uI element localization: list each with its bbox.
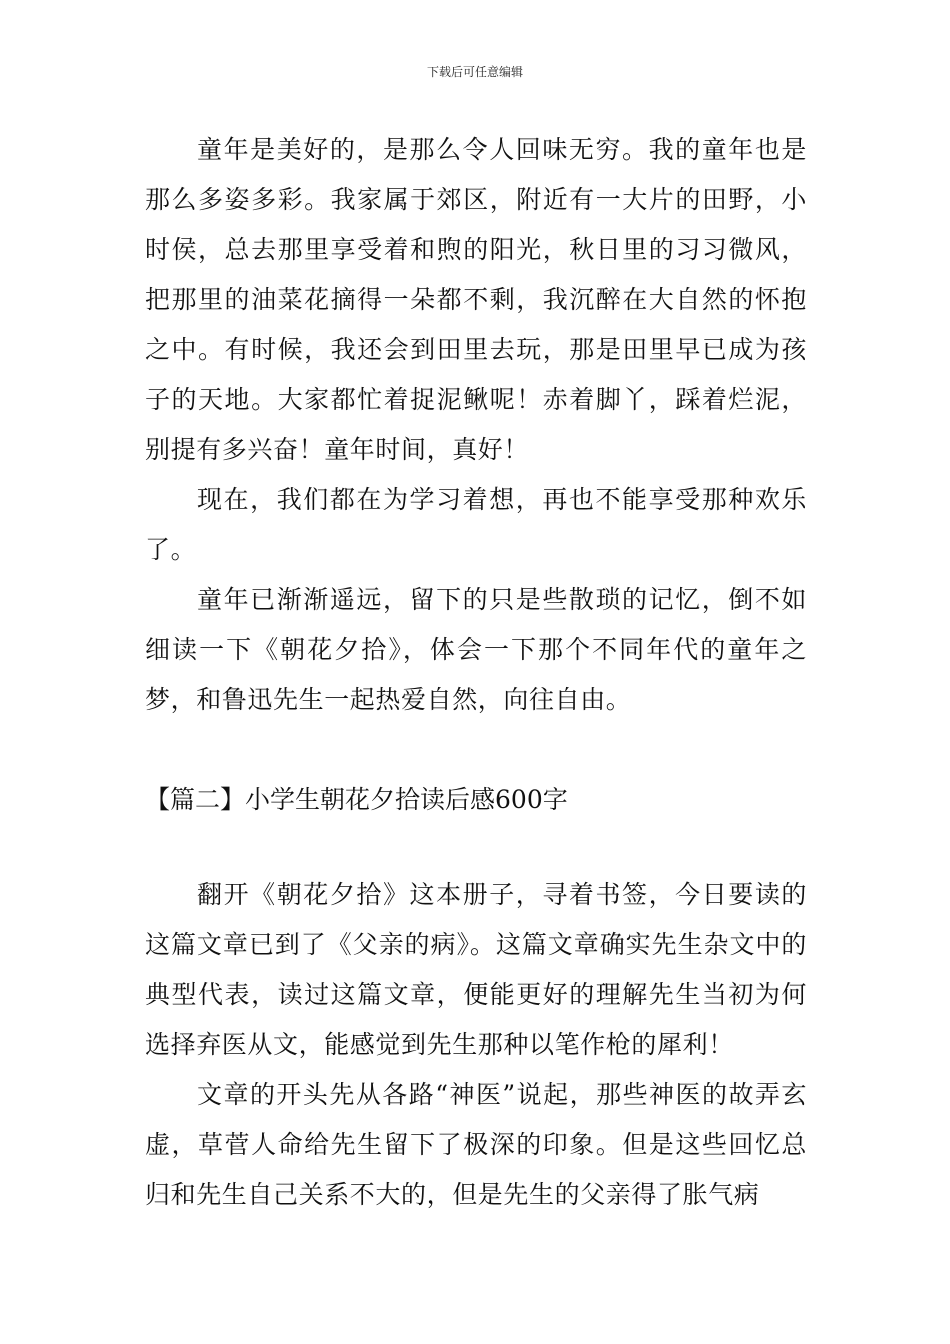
paragraph: 文章的开头先从各路“神医”说起，那些神医的故弄玄虚，草菅人命给先生留下了极深的印象。但是这些回忆总归和先生自己关系不大的，但是先生的父亲得了胀气病 [145,1080,807,1209]
section-two-body [145,870,807,1220]
paragraph: 童年是美好的，是那么令人回味无穷。我的童年也是那么多姿多彩。我家属于郊区，附近有一大片的田野，小时侯，总去那里享受着和煦的阳光，秋日里的习习微风，把那里的油菜花摘得一朵都不剩，我沉醉在大自然的怀抱之中。有时候，我还会到田里去玩，那是田里早已成为孩子的天地。大家都忙着捉泥鳅呢！赤着脚丫，踩着烂泥，别提有多兴奋！童年时间，真好！ [145,135,807,464]
section-one-body [145,125,807,725]
page-header: 下载后可任意编辑 [426,65,523,79]
paragraph: 现在，我们都在为学习着想，再也不能享受那种欢乐了。 [145,485,807,564]
paragraph: 翻开《朝花夕拾》这本册子，寻着书签，今日要读的这篇文章已到了《父亲的病》。这篇文章确实先生杂文中的典型代表，读过这篇文章，便能更好的理解先生当初为何选择弃医从文，能感觉到先生那种以笔作枪的犀利！ [145,880,807,1059]
paragraph: 童年已渐渐遥远，留下的只是些散琐的记忆，倒不如细读一下《朝花夕拾》，体会一下那个不同年代的童年之梦，和鲁迅先生一起热爱自然，向往自由。 [145,585,807,714]
section-heading: 【篇二】小学生朝花夕拾读后感600字 [145,785,568,814]
